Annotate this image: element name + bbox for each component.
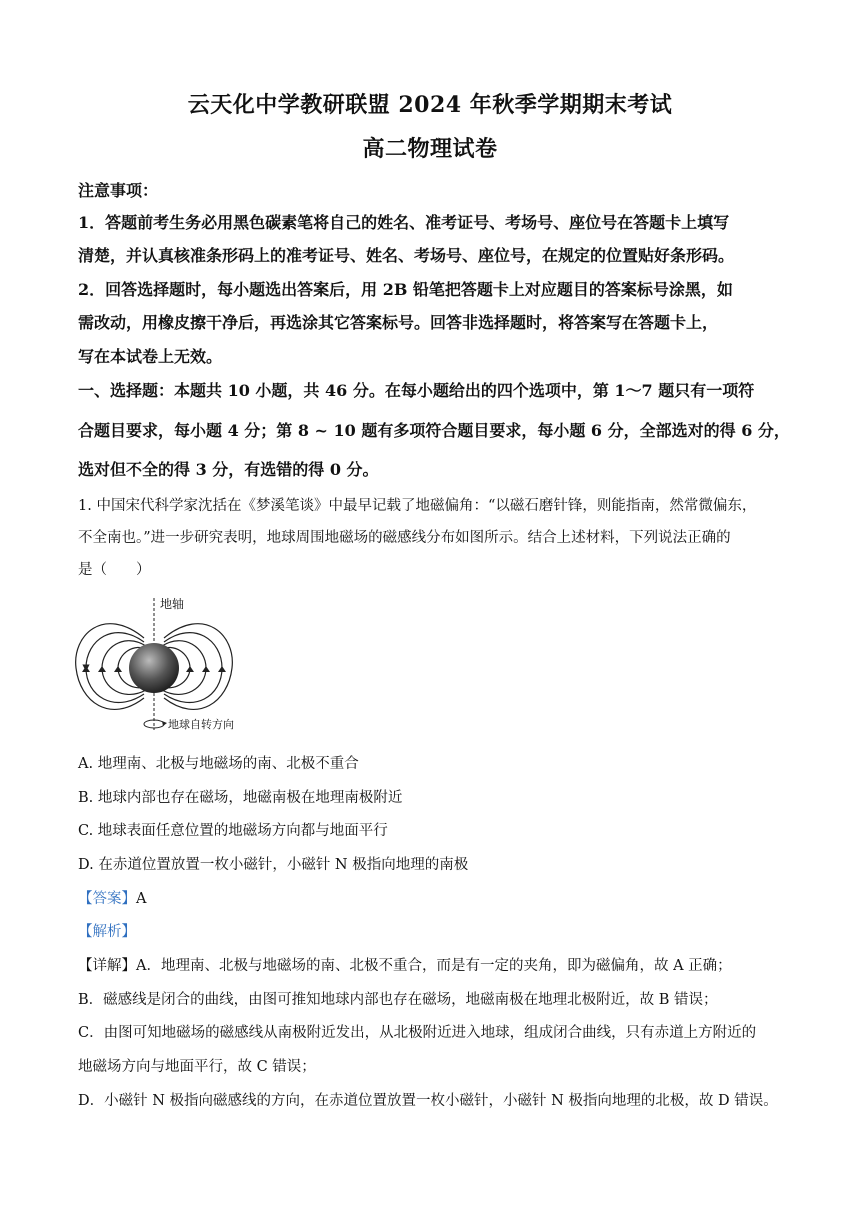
exam-title: 云天化中学教研联盟 2024 年秋季学期期末考试 (187, 92, 673, 118)
notice-item1-line2: 清楚，并认真核准条形码上的准考证号、姓名、考场号、座位号，在规定的位置贴好条形码。 (78, 246, 735, 265)
detail-line-a (78, 954, 808, 975)
answer-tag: 【答案】 (78, 891, 136, 907)
question1-stem-line2: 不全南也。”进一步研究表明，地球周围地磁场的磁感线分布如图所示。结合上述材料，下列说法正确的 (78, 530, 731, 546)
analysis-tag: 【解析】 (78, 924, 136, 940)
option-a: A. 地理南、北极与地磁场的南、北极不重合 (78, 756, 359, 772)
figure-label-axis: 地轴 (160, 597, 185, 611)
question1-stem-line3: 是（ ） (78, 562, 151, 578)
answer-value: A (136, 891, 147, 907)
notice-heading: 注意事项： (78, 181, 159, 200)
notice-item2-line1: 2．回答选择题时，每小题选出答案后，用 2B 铅笔把答题卡上对应题目的答案标号涂黑，如 (78, 280, 733, 299)
detail-line-b: B．磁感线是闭合的曲线，由图可推知地球内部也存在磁场，地磁南极在地理北极附近，故 B 错误； (78, 992, 718, 1008)
section1-line1: 一、选择题：本题共 10 小题，共 46 分。在每小题给出的四个选项中，第 1～7 题只有一项符 (78, 381, 755, 400)
analysis-line (78, 920, 136, 941)
option-b: B. 地球内部也存在磁场，地磁南极在地理南极附近 (78, 790, 403, 806)
notice-item2-line3: 写在本试卷上无效。 (78, 347, 223, 366)
magnetic-field-diagram (74, 590, 274, 740)
notice-item2-line2: 需改动，用橡皮擦干净后，再选涂其它答案标号。回答非选择题时，将答案写在答题卡上， (78, 313, 719, 332)
figure-label-rotation: 地球自转方向 (168, 718, 234, 731)
section1-line2: 合题目要求，每小题 4 分；第 8 ~ 10 题有多项符合题目要求，每小题 6 分，全部选对的得 6 分， (78, 421, 790, 440)
detail-line-d: D．小磁针 N 极指向磁感线的方向，在赤道位置放置一枚小磁针，小磁针 N 极指向地理的北极，故 D 错误。 (78, 1093, 778, 1109)
detail-line-c2: 地磁场方向与地面平行，故 C 错误； (78, 1059, 316, 1075)
detail-tag: 【详解】 (78, 958, 136, 974)
question1-stem-line1: 1. 中国宋代科学家沈括在《梦溪笔谈》中最早记载了地磁偏角：“以磁石磨针锋，则能指南，然常微偏东， (78, 498, 757, 514)
earth-magnetic-field-figure (74, 590, 274, 740)
notice-item1-line1: 1．答题前考生务必用黑色碳素笔将自己的姓名、准考证号、考场号、座位号在答题卡上填写 (78, 213, 730, 232)
detail-line-c1: C．由图可知地磁场的磁感线从南极附近发出，从北极附近进入地球，组成闭合曲线，只有赤道上方附近的 (78, 1025, 757, 1041)
section1-line3: 选对但不全的得 3 分，有选错的得 0 分。 (78, 460, 379, 479)
earth-sphere (129, 643, 179, 693)
answer-line (78, 887, 146, 908)
option-c: C. 地球表面任意位置的地磁场方向都与地面平行 (78, 823, 388, 839)
option-d: D. 在赤道位置放置一枚小磁针，小磁针 N 极指向地理的南极 (78, 857, 469, 873)
detail-a-text: A．地理南、北极与地磁场的南、北极不重合，而是有一定的夹角，即为磁偏角，故 A 正确； (136, 958, 732, 974)
exam-subtitle: 高二物理试卷 (362, 136, 498, 162)
